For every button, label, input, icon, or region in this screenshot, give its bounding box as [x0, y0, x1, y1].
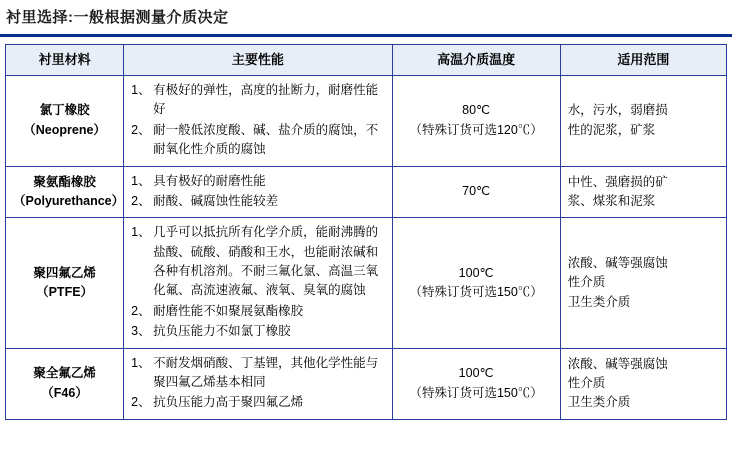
list-item: 1、 有极好的弹性，高度的扯断力，耐磨性能好	[131, 83, 379, 117]
scope-line: 浓酸、碱等强腐蚀	[567, 255, 668, 270]
temperature-note: （特殊订货可选120℃）	[409, 122, 543, 137]
cell-scope	[560, 348, 726, 419]
cell-temperature	[392, 166, 560, 218]
cell-scope	[560, 218, 726, 348]
table-body	[6, 76, 727, 420]
list-item-marker: 1、	[131, 225, 151, 240]
scope-line: 浆、煤浆和泥浆	[567, 193, 656, 208]
temperature-value: 70℃	[462, 184, 491, 199]
list-item: 2、 耐酸、碱腐蚀性能较差	[131, 192, 384, 211]
cell-performance	[124, 166, 392, 218]
scope-line: 性介质	[567, 275, 606, 290]
cell-performance	[124, 76, 392, 167]
temperature-value: 80℃	[462, 103, 491, 118]
list-item: 1、 具有极好的耐磨性能	[131, 172, 384, 191]
material-name-en: （F46）	[41, 385, 88, 400]
list-item: 2、 抗负压能力高于聚四氟乙烯	[131, 393, 384, 412]
table-row	[6, 166, 727, 218]
list-item-marker: 1、	[131, 173, 151, 188]
list-item-marker: 2、	[131, 395, 151, 410]
list-item: 1、 不耐发烟硝酸、丁基锂，其他化学性能与聚四氟乙烯基本相同	[131, 355, 379, 389]
material-name-cn: 聚四氟乙烯	[33, 265, 96, 280]
table-row	[6, 218, 727, 348]
cell-scope	[560, 76, 726, 167]
scope-line: 浓酸、碱等强腐蚀	[567, 356, 668, 371]
cell-material	[6, 76, 124, 167]
scope-line: 水，污水，弱磨损	[567, 103, 668, 118]
list-item-marker: 1、	[131, 83, 151, 97]
temperature-note: （特殊订货可选150℃）	[409, 385, 543, 400]
table-header	[6, 45, 727, 76]
cell-material	[6, 218, 124, 348]
page-title: 衬里选择:一般根据测量介质决定	[0, 0, 732, 37]
material-name-en: （PTFE）	[36, 284, 94, 299]
cell-performance	[124, 348, 392, 419]
table-row	[6, 76, 727, 167]
list-item-marker: 2、	[131, 122, 151, 137]
list-item-marker: 2、	[131, 193, 151, 208]
temperature-value: 100℃	[458, 265, 494, 280]
material-name-en: （Neoprene）	[23, 122, 106, 137]
material-name-en: （Polyurethance）	[13, 193, 125, 208]
table-row	[6, 348, 727, 419]
list-item-marker: 2、	[131, 303, 151, 318]
performance-list	[131, 81, 384, 160]
scope-line: 卫生类介质	[567, 395, 631, 410]
scope-line: 中性、强磨损的矿	[567, 174, 668, 189]
column-header-performance: 主要性能	[124, 45, 392, 76]
column-header-scope: 适用范围	[560, 45, 726, 76]
scope-line: 性的泥浆，矿浆	[567, 122, 656, 137]
cell-material	[6, 348, 124, 419]
performance-list	[131, 223, 384, 341]
column-header-material: 衬里材料	[6, 45, 124, 76]
temperature-note: （特殊订货可选150℃）	[409, 284, 543, 299]
performance-list	[131, 354, 384, 413]
list-item: 2、 耐一般低浓度酸、碱、盐介质的腐蚀，不耐氧化性介质的腐蚀	[131, 122, 379, 157]
list-item-marker: 1、	[131, 355, 151, 370]
cell-material	[6, 166, 124, 218]
material-name-cn: 氯丁橡胶	[39, 103, 90, 118]
material-name-cn: 聚全氟乙烯	[33, 366, 96, 381]
scope-line: 性介质	[567, 375, 606, 390]
temperature-value: 100℃	[458, 366, 494, 381]
scope-line: 卫生类介质	[567, 294, 631, 309]
list-item: 3、 抗负压能力不如氯丁橡胶	[131, 322, 384, 341]
cell-temperature	[392, 348, 560, 419]
cell-performance	[124, 218, 392, 348]
list-item: 2、 耐磨性能不如聚展氨酯橡胶	[131, 302, 384, 321]
list-item: 1、 几乎可以抵抗所有化学介质，能耐沸腾的盐酸、硫酸、硝酸和王水，也能耐浓碱和各种有机溶剂。不耐三氟化氯、高温三氧化氟、高流速液氟、液氧、臭氧的腐蚀	[131, 225, 379, 298]
column-header-temperature: 高温介质温度	[392, 45, 560, 76]
list-item-marker: 3、	[131, 324, 151, 339]
material-name-cn: 聚氨酯橡胶	[33, 174, 96, 189]
table-header-row	[6, 45, 727, 76]
lining-table	[5, 44, 727, 420]
performance-list	[131, 172, 384, 212]
cell-temperature	[392, 76, 560, 167]
cell-temperature	[392, 218, 560, 348]
cell-scope	[560, 166, 726, 218]
